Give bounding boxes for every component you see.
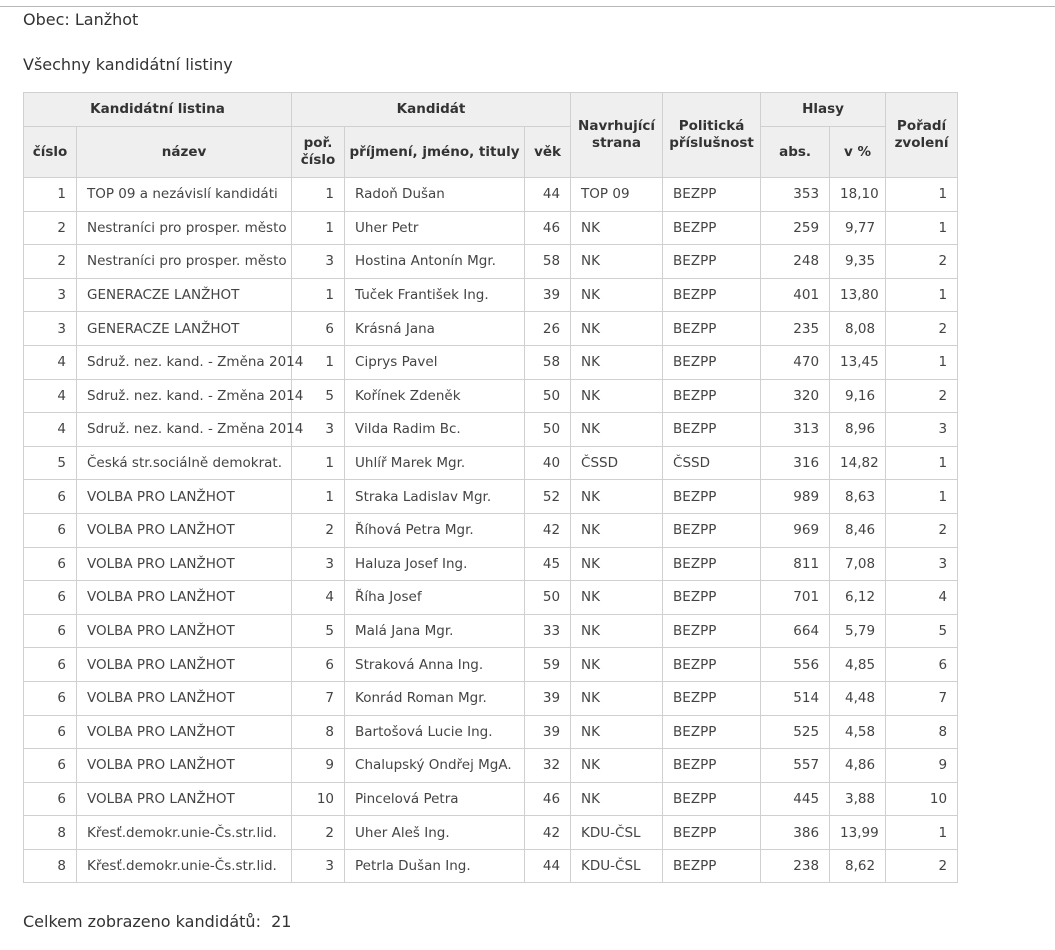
cell-cislo: 6: [24, 782, 77, 816]
table-row: [24, 245, 958, 279]
cell-jmeno: Uher Aleš Ing.: [345, 816, 525, 850]
cell-hlasy-abs: 248: [761, 245, 830, 279]
cell-poradi: 3: [886, 547, 958, 581]
cell-hlasy-abs: 514: [761, 681, 830, 715]
cell-por-cislo: 7: [292, 681, 345, 715]
cell-vek: 44: [525, 178, 571, 212]
cell-hlasy-abs: 664: [761, 614, 830, 648]
cell-por-cislo: 4: [292, 581, 345, 615]
cell-por-cislo: 3: [292, 547, 345, 581]
cell-nazev: VOLBA PRO LANŽHOT: [77, 480, 292, 514]
cell-vek: 26: [525, 312, 571, 346]
header-poradi-zvoleni: Pořadí zvolení: [886, 93, 958, 178]
cell-hlasy-procenta: 4,48: [830, 681, 886, 715]
total-count: [23, 912, 291, 931]
cell-politicka-prislusnost: BEZPP: [663, 178, 761, 212]
cell-cislo: 6: [24, 581, 77, 615]
cell-hlasy-procenta: 13,45: [830, 345, 886, 379]
cell-nazev: VOLBA PRO LANŽHOT: [77, 547, 292, 581]
cell-navrhujici-strana: NK: [571, 749, 663, 783]
cell-poradi: 3: [886, 413, 958, 447]
table-row: [24, 211, 958, 245]
cell-cislo: 1: [24, 178, 77, 212]
cell-cislo: 6: [24, 480, 77, 514]
cell-nazev: Sdruž. nez. kand. - Změna 2014: [77, 345, 292, 379]
cell-por-cislo: 1: [292, 278, 345, 312]
cell-politicka-prislusnost: BEZPP: [663, 614, 761, 648]
header-por-cislo: poř. číslo: [292, 127, 345, 178]
table-row: [24, 715, 958, 749]
cell-navrhujici-strana: NK: [571, 379, 663, 413]
cell-hlasy-procenta: 8,62: [830, 849, 886, 883]
cell-cislo: 6: [24, 614, 77, 648]
table-row: [24, 312, 958, 346]
cell-por-cislo: 1: [292, 211, 345, 245]
cell-por-cislo: 9: [292, 749, 345, 783]
cell-vek: 50: [525, 379, 571, 413]
cell-navrhujici-strana: NK: [571, 547, 663, 581]
cell-jmeno: Malá Jana Mgr.: [345, 614, 525, 648]
cell-nazev: Nestraníci pro prosper. město: [77, 245, 292, 279]
table-row: [24, 547, 958, 581]
cell-hlasy-procenta: 8,96: [830, 413, 886, 447]
top-divider: [0, 6, 1055, 7]
cell-nazev: GENERACZE LANŽHOT: [77, 278, 292, 312]
cell-por-cislo: 6: [292, 648, 345, 682]
cell-poradi: 6: [886, 648, 958, 682]
cell-cislo: 4: [24, 379, 77, 413]
cell-hlasy-procenta: 9,35: [830, 245, 886, 279]
cell-jmeno: Straka Ladislav Mgr.: [345, 480, 525, 514]
table-row: [24, 681, 958, 715]
cell-poradi: 2: [886, 245, 958, 279]
cell-hlasy-abs: 445: [761, 782, 830, 816]
table-row: [24, 345, 958, 379]
cell-cislo: 8: [24, 849, 77, 883]
cell-cislo: 3: [24, 312, 77, 346]
header-vek: věk: [525, 127, 571, 178]
cell-por-cislo: 3: [292, 245, 345, 279]
section-title: Všechny kandidátní listiny: [23, 55, 233, 74]
cell-vek: 39: [525, 681, 571, 715]
cell-vek: 58: [525, 245, 571, 279]
total-value: 21: [271, 912, 292, 931]
cell-hlasy-abs: 969: [761, 513, 830, 547]
cell-por-cislo: 1: [292, 178, 345, 212]
cell-hlasy-procenta: 4,86: [830, 749, 886, 783]
cell-jmeno: Bartošová Lucie Ing.: [345, 715, 525, 749]
cell-politicka-prislusnost: BEZPP: [663, 413, 761, 447]
cell-nazev: VOLBA PRO LANŽHOT: [77, 513, 292, 547]
cell-jmeno: Uhlíř Marek Mgr.: [345, 446, 525, 480]
cell-poradi: 1: [886, 211, 958, 245]
cell-nazev: Sdruž. nez. kand. - Změna 2014: [77, 413, 292, 447]
cell-navrhujici-strana: NK: [571, 782, 663, 816]
cell-politicka-prislusnost: BEZPP: [663, 648, 761, 682]
cell-politicka-prislusnost: BEZPP: [663, 816, 761, 850]
cell-navrhujici-strana: NK: [571, 211, 663, 245]
cell-navrhujici-strana: NK: [571, 480, 663, 514]
cell-cislo: 2: [24, 211, 77, 245]
cell-hlasy-abs: 557: [761, 749, 830, 783]
cell-por-cislo: 6: [292, 312, 345, 346]
cell-vek: 39: [525, 715, 571, 749]
cell-hlasy-abs: 401: [761, 278, 830, 312]
cell-vek: 44: [525, 849, 571, 883]
cell-poradi: 9: [886, 749, 958, 783]
table-row: [24, 278, 958, 312]
cell-hlasy-abs: 353: [761, 178, 830, 212]
table-row: [24, 480, 958, 514]
cell-jmeno: Tuček František Ing.: [345, 278, 525, 312]
cell-hlasy-procenta: 13,80: [830, 278, 886, 312]
table-row: [24, 379, 958, 413]
candidates-table: [23, 92, 958, 883]
cell-politicka-prislusnost: BEZPP: [663, 480, 761, 514]
header-cislo: číslo: [24, 127, 77, 178]
cell-navrhujici-strana: NK: [571, 715, 663, 749]
cell-cislo: 3: [24, 278, 77, 312]
cell-politicka-prislusnost: BEZPP: [663, 278, 761, 312]
cell-jmeno: Říhová Petra Mgr.: [345, 513, 525, 547]
cell-politicka-prislusnost: BEZPP: [663, 345, 761, 379]
cell-nazev: VOLBA PRO LANŽHOT: [77, 782, 292, 816]
cell-politicka-prislusnost: BEZPP: [663, 782, 761, 816]
cell-politicka-prislusnost: BEZPP: [663, 681, 761, 715]
cell-hlasy-procenta: 8,08: [830, 312, 886, 346]
header-prijmeni: příjmení, jméno, tituly: [345, 127, 525, 178]
cell-poradi: 2: [886, 849, 958, 883]
cell-politicka-prislusnost: BEZPP: [663, 581, 761, 615]
cell-jmeno: Petrla Dušan Ing.: [345, 849, 525, 883]
cell-por-cislo: 10: [292, 782, 345, 816]
cell-hlasy-abs: 989: [761, 480, 830, 514]
header-nazev: název: [77, 127, 292, 178]
cell-nazev: VOLBA PRO LANŽHOT: [77, 681, 292, 715]
cell-vek: 42: [525, 513, 571, 547]
cell-nazev: Křesť.demokr.unie-Čs.str.lid.: [77, 849, 292, 883]
cell-cislo: 6: [24, 749, 77, 783]
cell-navrhujici-strana: KDU-ČSL: [571, 816, 663, 850]
header-politicka-prislusnost: Politická příslušnost: [663, 93, 761, 178]
cell-por-cislo: 1: [292, 446, 345, 480]
cell-navrhujici-strana: NK: [571, 345, 663, 379]
cell-vek: 33: [525, 614, 571, 648]
cell-hlasy-abs: 525: [761, 715, 830, 749]
cell-navrhujici-strana: NK: [571, 614, 663, 648]
cell-por-cislo: 1: [292, 480, 345, 514]
cell-vek: 32: [525, 749, 571, 783]
cell-hlasy-abs: 238: [761, 849, 830, 883]
cell-navrhujici-strana: NK: [571, 681, 663, 715]
table-row: [24, 849, 958, 883]
cell-hlasy-abs: 386: [761, 816, 830, 850]
cell-politicka-prislusnost: BEZPP: [663, 547, 761, 581]
cell-cislo: 6: [24, 681, 77, 715]
cell-navrhujici-strana: NK: [571, 513, 663, 547]
total-label: Celkem zobrazeno kandidátů:: [23, 912, 261, 931]
cell-politicka-prislusnost: ČSSD: [663, 446, 761, 480]
cell-vek: 45: [525, 547, 571, 581]
cell-vek: 46: [525, 782, 571, 816]
cell-poradi: 1: [886, 446, 958, 480]
cell-hlasy-abs: 235: [761, 312, 830, 346]
cell-cislo: 6: [24, 547, 77, 581]
cell-jmeno: Uher Petr: [345, 211, 525, 245]
cell-cislo: 4: [24, 413, 77, 447]
cell-hlasy-procenta: 8,46: [830, 513, 886, 547]
cell-cislo: 2: [24, 245, 77, 279]
cell-hlasy-procenta: 9,77: [830, 211, 886, 245]
cell-jmeno: Haluza Josef Ing.: [345, 547, 525, 581]
cell-vek: 52: [525, 480, 571, 514]
cell-navrhujici-strana: TOP 09: [571, 178, 663, 212]
table-row: [24, 614, 958, 648]
cell-nazev: Nestraníci pro prosper. město: [77, 211, 292, 245]
cell-hlasy-procenta: 7,08: [830, 547, 886, 581]
cell-hlasy-abs: 259: [761, 211, 830, 245]
cell-vek: 59: [525, 648, 571, 682]
cell-jmeno: Vilda Radim Bc.: [345, 413, 525, 447]
cell-jmeno: Radoň Dušan: [345, 178, 525, 212]
cell-por-cislo: 3: [292, 849, 345, 883]
cell-nazev: VOLBA PRO LANŽHOT: [77, 715, 292, 749]
cell-por-cislo: 8: [292, 715, 345, 749]
cell-navrhujici-strana: NK: [571, 648, 663, 682]
header-kandidat: Kandidát: [292, 93, 571, 127]
cell-nazev: VOLBA PRO LANŽHOT: [77, 581, 292, 615]
cell-jmeno: Konrád Roman Mgr.: [345, 681, 525, 715]
cell-hlasy-procenta: 6,12: [830, 581, 886, 615]
cell-poradi: 2: [886, 379, 958, 413]
cell-hlasy-procenta: 9,16: [830, 379, 886, 413]
cell-poradi: 1: [886, 278, 958, 312]
cell-cislo: 8: [24, 816, 77, 850]
cell-jmeno: Chalupský Ondřej MgA.: [345, 749, 525, 783]
cell-nazev: Sdruž. nez. kand. - Změna 2014: [77, 379, 292, 413]
header-navrhujici-strana: Navrhující strana: [571, 93, 663, 178]
cell-cislo: 6: [24, 513, 77, 547]
cell-hlasy-abs: 316: [761, 446, 830, 480]
table-row: [24, 816, 958, 850]
cell-politicka-prislusnost: BEZPP: [663, 379, 761, 413]
cell-navrhujici-strana: ČSSD: [571, 446, 663, 480]
cell-nazev: VOLBA PRO LANŽHOT: [77, 648, 292, 682]
cell-hlasy-procenta: 18,10: [830, 178, 886, 212]
cell-jmeno: Straková Anna Ing.: [345, 648, 525, 682]
cell-vek: 40: [525, 446, 571, 480]
cell-poradi: 2: [886, 513, 958, 547]
cell-hlasy-procenta: 4,85: [830, 648, 886, 682]
cell-poradi: 1: [886, 480, 958, 514]
cell-cislo: 5: [24, 446, 77, 480]
cell-jmeno: Ciprys Pavel: [345, 345, 525, 379]
header-abs: abs.: [761, 127, 830, 178]
header-v-procentech: v %: [830, 127, 886, 178]
cell-navrhujici-strana: NK: [571, 413, 663, 447]
cell-navrhujici-strana: KDU-ČSL: [571, 849, 663, 883]
cell-poradi: 1: [886, 816, 958, 850]
cell-politicka-prislusnost: BEZPP: [663, 211, 761, 245]
cell-hlasy-procenta: 5,79: [830, 614, 886, 648]
cell-nazev: VOLBA PRO LANŽHOT: [77, 614, 292, 648]
table-row: [24, 446, 958, 480]
header-kandidatni-listina: Kandidátní listina: [24, 93, 292, 127]
cell-poradi: 4: [886, 581, 958, 615]
cell-hlasy-procenta: 4,58: [830, 715, 886, 749]
cell-hlasy-procenta: 8,63: [830, 480, 886, 514]
cell-por-cislo: 3: [292, 413, 345, 447]
cell-hlasy-procenta: 13,99: [830, 816, 886, 850]
cell-vek: 50: [525, 581, 571, 615]
cell-politicka-prislusnost: BEZPP: [663, 513, 761, 547]
cell-politicka-prislusnost: BEZPP: [663, 715, 761, 749]
cell-jmeno: Pincelová Petra: [345, 782, 525, 816]
cell-politicka-prislusnost: BEZPP: [663, 849, 761, 883]
cell-vek: 50: [525, 413, 571, 447]
cell-jmeno: Kořínek Zdeněk: [345, 379, 525, 413]
table-row: [24, 581, 958, 615]
cell-hlasy-abs: 701: [761, 581, 830, 615]
table-row: [24, 413, 958, 447]
cell-nazev: GENERACZE LANŽHOT: [77, 312, 292, 346]
cell-por-cislo: 1: [292, 345, 345, 379]
cell-poradi: 1: [886, 345, 958, 379]
cell-vek: 46: [525, 211, 571, 245]
cell-nazev: Česká str.sociálně demokrat.: [77, 446, 292, 480]
cell-cislo: 6: [24, 648, 77, 682]
table-row: [24, 782, 958, 816]
cell-poradi: 7: [886, 681, 958, 715]
cell-por-cislo: 2: [292, 513, 345, 547]
cell-vek: 42: [525, 816, 571, 850]
cell-navrhujici-strana: NK: [571, 581, 663, 615]
cell-poradi: 10: [886, 782, 958, 816]
cell-jmeno: Říha Josef: [345, 581, 525, 615]
cell-nazev: Křesť.demokr.unie-Čs.str.lid.: [77, 816, 292, 850]
cell-politicka-prislusnost: BEZPP: [663, 312, 761, 346]
table-row: [24, 749, 958, 783]
cell-poradi: 1: [886, 178, 958, 212]
candidates-table-body: [24, 178, 958, 883]
cell-por-cislo: 5: [292, 379, 345, 413]
municipality-title: Obec: Lanžhot: [23, 10, 139, 29]
cell-por-cislo: 2: [292, 816, 345, 850]
cell-navrhujici-strana: NK: [571, 312, 663, 346]
table-row: [24, 648, 958, 682]
table-row: [24, 178, 958, 212]
cell-nazev: VOLBA PRO LANŽHOT: [77, 749, 292, 783]
table-row: [24, 513, 958, 547]
cell-jmeno: Hostina Antonín Mgr.: [345, 245, 525, 279]
cell-jmeno: Krásná Jana: [345, 312, 525, 346]
cell-politicka-prislusnost: BEZPP: [663, 749, 761, 783]
cell-navrhujici-strana: NK: [571, 278, 663, 312]
cell-hlasy-abs: 320: [761, 379, 830, 413]
cell-poradi: 8: [886, 715, 958, 749]
cell-por-cislo: 5: [292, 614, 345, 648]
cell-hlasy-procenta: 14,82: [830, 446, 886, 480]
header-hlasy: Hlasy: [761, 93, 886, 127]
cell-vek: 58: [525, 345, 571, 379]
cell-hlasy-abs: 470: [761, 345, 830, 379]
cell-nazev: TOP 09 a nezávislí kandidáti: [77, 178, 292, 212]
cell-navrhujici-strana: NK: [571, 245, 663, 279]
cell-poradi: 2: [886, 312, 958, 346]
cell-cislo: 6: [24, 715, 77, 749]
cell-hlasy-abs: 556: [761, 648, 830, 682]
cell-vek: 39: [525, 278, 571, 312]
cell-hlasy-abs: 313: [761, 413, 830, 447]
cell-politicka-prislusnost: BEZPP: [663, 245, 761, 279]
cell-cislo: 4: [24, 345, 77, 379]
cell-hlasy-abs: 811: [761, 547, 830, 581]
cell-poradi: 5: [886, 614, 958, 648]
cell-hlasy-procenta: 3,88: [830, 782, 886, 816]
